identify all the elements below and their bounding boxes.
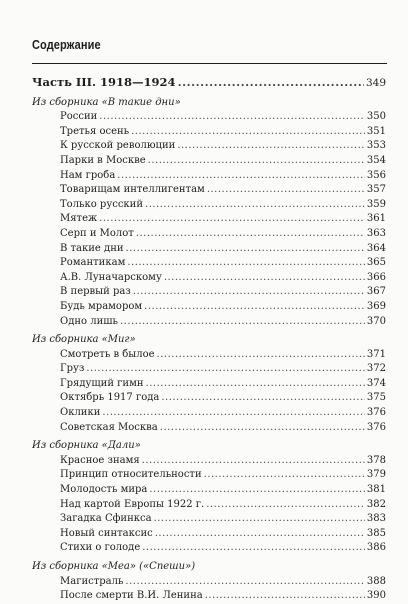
entry-page-number: 374	[366, 377, 386, 389]
entry-title: Оклики	[60, 407, 101, 419]
dot-leader	[133, 285, 365, 300]
toc-entry[interactable]	[32, 421, 386, 436]
entry-page-number: 359	[366, 198, 386, 210]
entry-title: Мятеж	[60, 213, 98, 225]
dot-leader	[145, 198, 365, 213]
entry-title: Магистраль	[60, 575, 124, 587]
entry-page-number: 390	[366, 590, 386, 602]
entry-page-number: 375	[366, 392, 386, 404]
entry-title: Молодость мира	[60, 484, 148, 496]
dot-leader	[86, 362, 365, 377]
toc-entry[interactable]	[32, 512, 386, 527]
entry-title: Будь мрамором	[60, 300, 143, 312]
toc-entry[interactable]	[32, 169, 386, 184]
entry-title: Новый синтаксис	[60, 527, 153, 539]
entry-page-number: 365	[366, 257, 386, 269]
entry-title: Принцип относительности	[60, 469, 202, 481]
toc-entry[interactable]	[32, 212, 386, 227]
dot-leader	[207, 183, 365, 198]
dot-leader	[177, 139, 365, 154]
entry-page-number: 379	[366, 469, 386, 481]
entry-page-number: 382	[366, 498, 386, 510]
toc-entry[interactable]	[32, 348, 386, 363]
toc-part-entry[interactable]	[32, 75, 386, 91]
dot-leader	[144, 300, 365, 315]
entry-page-number: 383	[366, 513, 386, 525]
entry-page-number: 370	[366, 315, 386, 327]
entry-title: Советская Москва	[60, 421, 158, 433]
toc-entry[interactable]	[32, 315, 386, 330]
toc-entry[interactable]	[32, 377, 386, 392]
part-page-number: 349	[365, 77, 386, 89]
entry-page-number: 367	[366, 286, 386, 298]
toc-entry[interactable]	[32, 198, 386, 213]
entry-title: Красное знамя	[60, 454, 140, 466]
toc-entry[interactable]	[32, 362, 386, 377]
entry-title: Парки в Москве	[60, 154, 146, 166]
entry-title: России	[60, 111, 98, 123]
toc-entry[interactable]	[32, 589, 386, 604]
dot-leader	[155, 527, 365, 542]
entry-page-number: 357	[366, 184, 386, 196]
page-header: Содержание	[32, 38, 101, 52]
table-of-contents	[32, 75, 386, 604]
dot-leader	[126, 242, 365, 257]
collection-heading: Из сборника «Дали»	[32, 440, 141, 452]
collection-heading: Из сборника «Миг»	[32, 334, 136, 346]
entry-title: После смерти В.И. Ленина	[60, 590, 203, 602]
dot-leader	[149, 483, 365, 498]
dot-leader	[142, 454, 365, 469]
toc-entry[interactable]	[32, 483, 386, 498]
dot-leader	[157, 348, 365, 363]
entry-page-number: 371	[366, 348, 386, 360]
entry-page-number: 381	[366, 484, 386, 496]
entry-page-number: 376	[366, 407, 386, 419]
toc-entry[interactable]	[32, 406, 386, 421]
dot-leader	[120, 315, 365, 330]
entry-page-number: 372	[366, 363, 386, 375]
entry-title: К русской революции	[60, 140, 176, 152]
entry-title: Груз	[60, 363, 85, 375]
dot-leader	[142, 541, 365, 556]
entry-page-number: 350	[366, 111, 386, 123]
toc-entry[interactable]	[32, 285, 386, 300]
collection-heading: Из сборника «Mea» («Спеши»)	[32, 561, 196, 572]
dot-leader	[164, 271, 365, 286]
entry-page-number: 366	[366, 271, 386, 283]
entry-title: В первый раз	[60, 286, 131, 298]
entry-page-number: 361	[366, 213, 386, 225]
dot-leader	[205, 589, 365, 604]
entry-page-number: 376	[366, 421, 386, 433]
toc-entry[interactable]	[32, 454, 386, 469]
entry-page-number: 386	[366, 542, 386, 554]
dot-leader	[160, 421, 365, 436]
dot-leader	[161, 391, 365, 406]
toc-entry[interactable]	[32, 468, 386, 483]
dot-leader	[136, 227, 365, 242]
entry-page-number: 378	[366, 454, 386, 466]
dot-leader	[102, 406, 365, 421]
toc-entry[interactable]	[32, 242, 386, 257]
entry-title: Октябрь 1917 года	[60, 392, 160, 404]
entry-page-number: 351	[366, 125, 386, 137]
toc-entry[interactable]	[32, 498, 386, 513]
entry-page-number: 356	[366, 169, 386, 181]
toc-entry[interactable]	[32, 271, 386, 286]
dot-leader	[146, 377, 365, 392]
entry-title: В такие дни	[60, 242, 124, 254]
dot-leader	[117, 169, 365, 184]
entry-title: Смотреть в былое	[60, 348, 155, 360]
toc-entry[interactable]	[32, 541, 386, 556]
entry-title: Загадка Сфинкса	[60, 513, 152, 525]
dot-leader	[131, 125, 365, 140]
toc-entry[interactable]	[32, 154, 386, 169]
entry-title: Третья осень	[60, 125, 130, 137]
entry-page-number: 385	[366, 527, 386, 539]
toc-entry[interactable]	[32, 139, 386, 154]
dot-leader	[99, 110, 365, 125]
entry-title: Одно лишь	[60, 315, 118, 327]
toc-entry[interactable]	[32, 183, 386, 198]
entry-page-number: 354	[366, 154, 386, 166]
toc-entry[interactable]	[32, 300, 386, 315]
dot-leader	[154, 512, 365, 527]
part-title: Часть III. 1918—1924	[32, 75, 176, 89]
header-rule	[32, 63, 387, 64]
entry-title: А.В. Луначарскому	[60, 271, 162, 283]
dot-leader	[127, 256, 365, 271]
toc-entry[interactable]	[32, 527, 386, 542]
entry-page-number: 364	[366, 242, 386, 254]
entry-title: Над картой Европы 1922 г.	[60, 498, 205, 510]
toc-entry[interactable]	[32, 110, 386, 125]
collection-heading: Из сборника «В такие дни»	[32, 96, 181, 108]
dot-leader	[204, 468, 365, 483]
dot-leader	[99, 212, 365, 227]
dot-leader	[148, 154, 365, 169]
dot-leader	[125, 575, 365, 590]
entry-title: Стихи о голоде	[60, 542, 141, 554]
entry-title: Товарищам интеллигентам	[60, 184, 205, 196]
entry-title: Только русский	[60, 198, 144, 210]
toc-entry[interactable]	[32, 256, 386, 271]
entry-title: Нам гроба	[60, 169, 116, 181]
dot-leader	[206, 498, 365, 513]
toc-entry[interactable]	[32, 391, 386, 406]
entry-title: Серп и Молот	[60, 227, 134, 239]
entry-page-number: 369	[366, 300, 386, 312]
entry-page-number: 363	[366, 227, 386, 239]
entry-page-number: 353	[366, 140, 386, 152]
toc-entry[interactable]	[32, 227, 386, 242]
entry-page-number: 388	[366, 575, 386, 587]
toc-entry[interactable]	[32, 125, 386, 140]
entry-title: Грядущий гимн	[60, 377, 144, 389]
toc-entry[interactable]	[32, 575, 386, 590]
dot-leader	[178, 75, 364, 90]
entry-title: Романтикам	[60, 257, 126, 269]
